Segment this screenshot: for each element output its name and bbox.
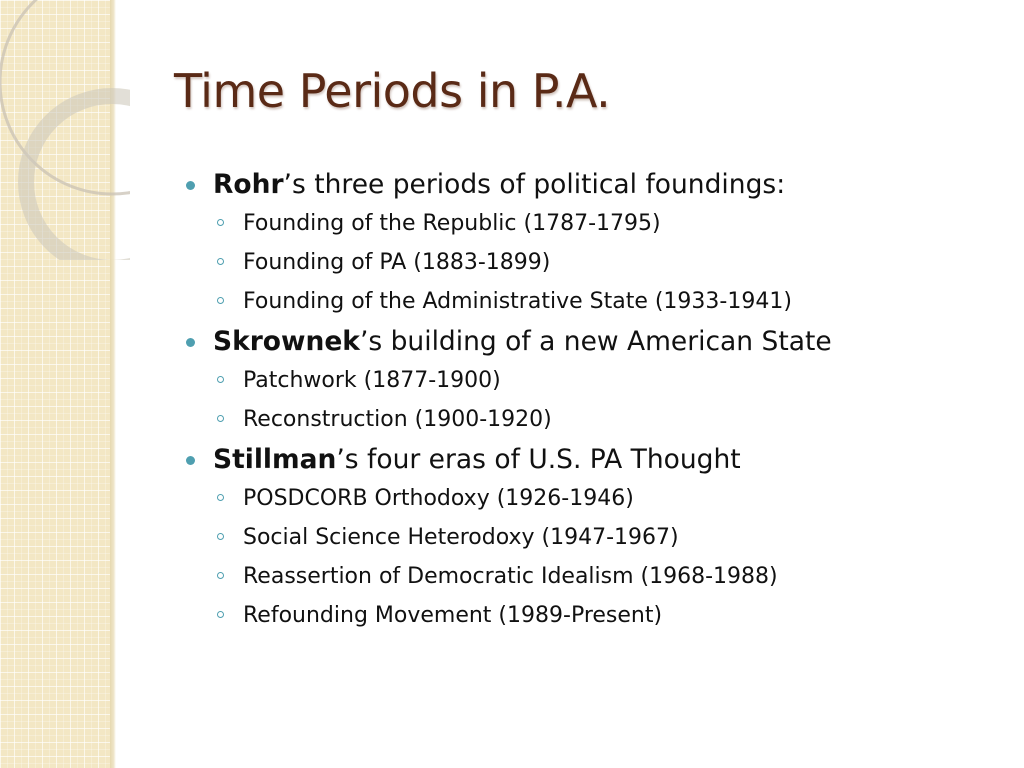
sub-bullet-ring-icon [217,611,224,618]
sub-bullet-ring-icon [217,376,224,383]
sub-bullet-ring-icon [217,219,224,226]
bullet-dot-icon [186,181,195,190]
sub-item [186,361,986,400]
decorative-ring-small [26,96,130,260]
sub-item [186,557,986,596]
sub-item [186,282,986,321]
sub-bullet-ring-icon [217,494,224,501]
sub-item-text: Reassertion of Democratic Idealism (1968-1988) [243,564,778,589]
bullet-item-stillman [186,441,986,479]
bullet-bold-name: Skrownek [213,326,360,357]
sub-item [186,400,986,439]
sub-item-text: Patchwork (1877-1900) [243,368,501,393]
sub-item-text: Founding of PA (1883-1899) [243,250,551,275]
bullet-bold-name: Rohr [213,169,284,200]
bullet-item-rohr [186,166,986,204]
bullet-list [186,164,986,635]
bullet-dot-icon [186,338,195,347]
bullet-item-skrownek [186,323,986,361]
sub-item-text: POSDCORB Orthodoxy (1926-1946) [243,486,634,511]
sub-item-text: Refounding Movement (1989-Present) [243,603,663,628]
bullet-bold-name: Stillman [213,444,337,475]
sub-item-text: Reconstruction (1900-1920) [243,407,552,432]
bullet-dot-icon [186,456,195,465]
sub-bullet-ring-icon [217,258,224,265]
sub-item-text: Founding of the Republic (1787-1795) [243,211,661,236]
sub-bullet-ring-icon [217,415,224,422]
sub-bullet-ring-icon [217,533,224,540]
sub-bullet-ring-icon [217,572,224,579]
sub-item [186,596,986,635]
sub-item [186,204,986,243]
sub-item-text: Social Science Heterodoxy (1947-1967) [243,525,679,550]
bullet-text: ’s building of a new American State [359,326,832,357]
decorative-rings [0,0,130,260]
sub-item [186,479,986,518]
sub-item [186,243,986,282]
slide-title: Time Periods in P.A. [174,64,611,118]
sub-bullet-ring-icon [217,297,224,304]
sub-item-text: Founding of the Administrative State (1933-1941) [243,289,792,314]
bullet-text: ’s three periods of political foundings: [283,169,786,200]
sub-item [186,518,986,557]
bullet-text: ’s four eras of U.S. PA Thought [336,444,741,475]
